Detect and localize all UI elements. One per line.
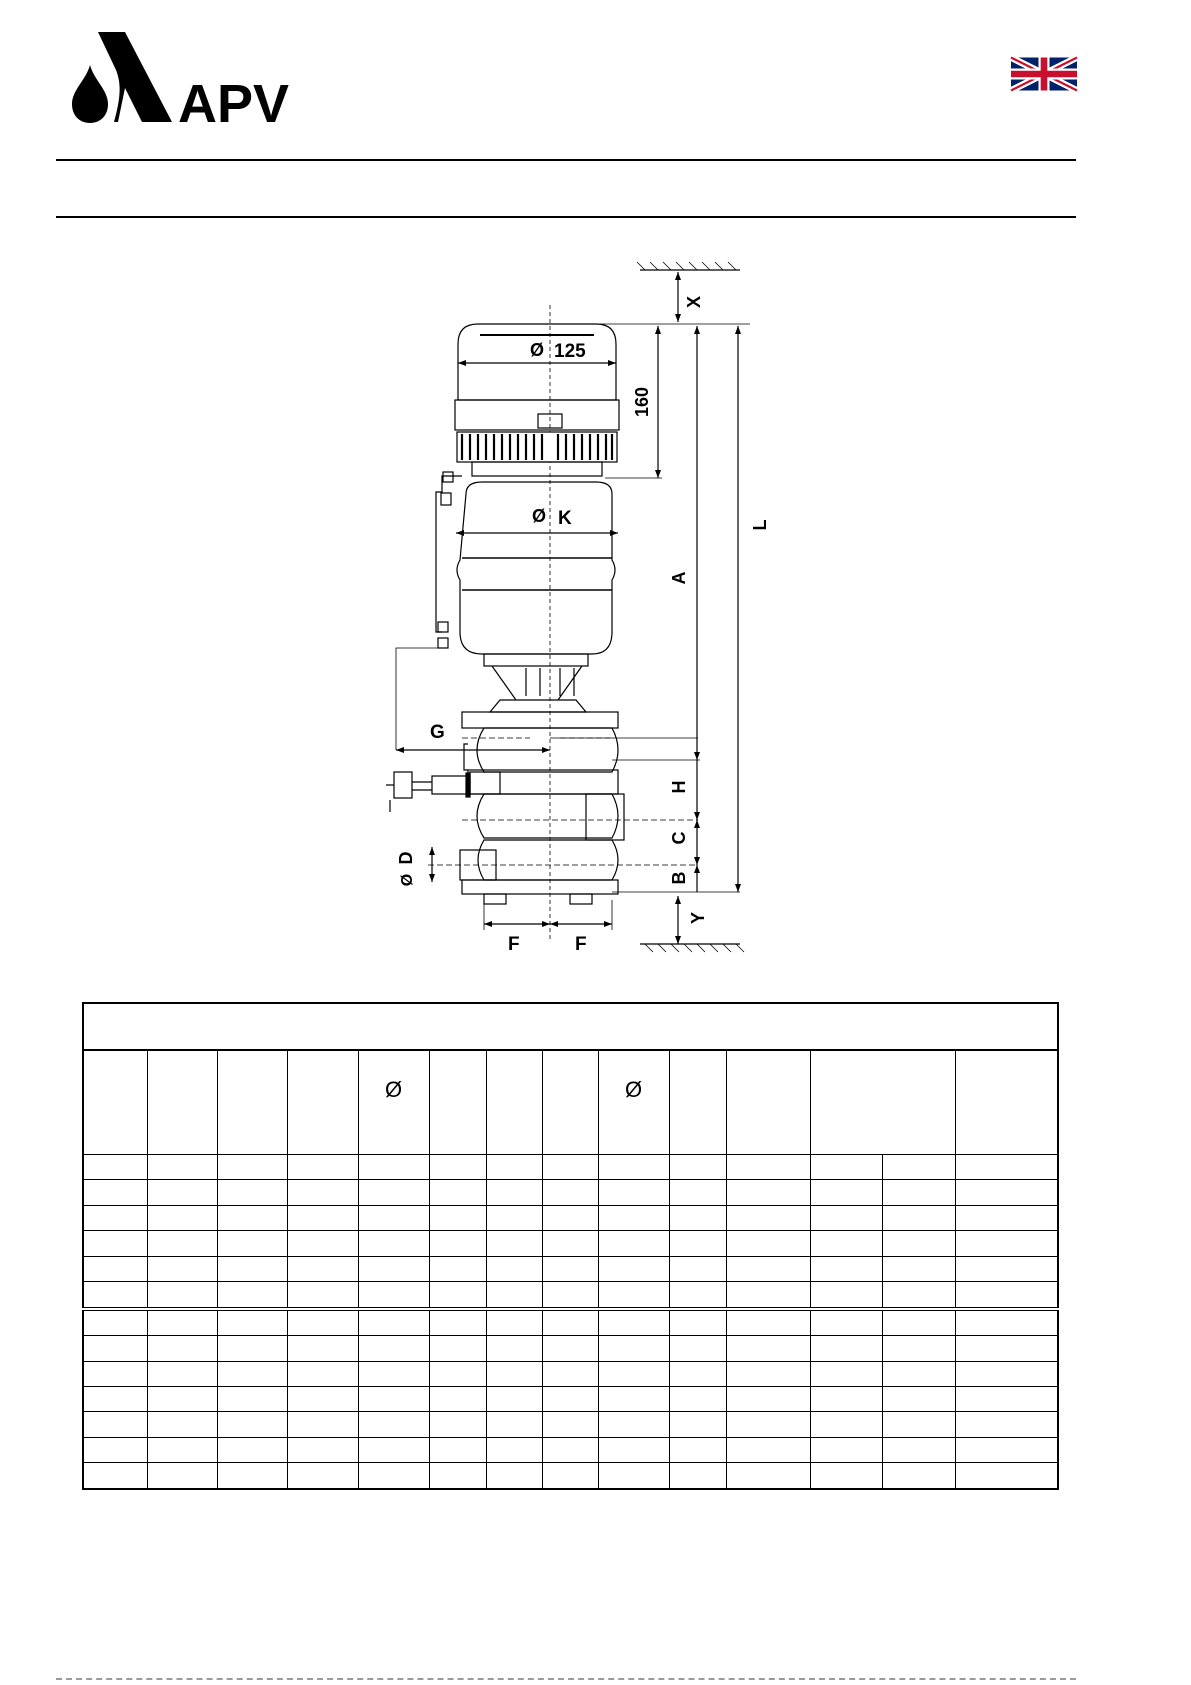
page-footer-strip [56,1678,1076,1684]
table-header-row [83,1050,1058,1155]
label-l: L [750,519,770,531]
valve-body-lower [477,794,618,838]
label-f-right: F [575,934,587,955]
valve-flange-top [462,712,618,728]
dimensions-table [82,1002,1059,1490]
table-title-row [83,1003,1058,1050]
table-row [83,1463,1058,1489]
label-c: C [669,831,689,845]
table-row [83,1231,1058,1256]
diameter-symbol-125: Ø [530,340,545,360]
label-y: Y [688,911,708,925]
table-row [83,1281,1058,1308]
label-125: 125 [554,341,586,362]
label-g: G [430,722,445,743]
label-x: X [684,295,704,309]
table-row [83,1309,1058,1336]
table-row [83,1412,1058,1437]
diameter-header-icon: Ø [624,1076,643,1102]
label-k: K [558,508,572,529]
label-a: A [669,571,689,585]
logo-mark-icon [98,32,172,122]
brand-name: APV [178,74,290,134]
label-h: H [669,780,689,794]
table-row [83,1154,1058,1179]
diameter-symbol-k: Ø [532,506,547,526]
header-rule-top [56,159,1076,161]
valve-technical-drawing [396,260,770,960]
diameter-symbol-d: Ø [399,873,416,887]
table-row [83,1386,1058,1411]
label-d: D [396,851,416,865]
valve-body-bottom [478,840,618,880]
table-row [83,1336,1058,1361]
label-f-left: F [508,934,520,955]
table-row [83,1256,1058,1281]
uk-flag-icon [1011,57,1077,91]
table-row [83,1437,1058,1462]
label-b: B [669,871,689,885]
apv-logo [70,30,360,134]
table-row [83,1180,1058,1205]
table-row [83,1205,1058,1230]
table-title [83,1003,1058,1050]
label-160: 160 [632,386,652,418]
header-rule-bottom [56,216,1076,218]
table-row [83,1361,1058,1386]
diameter-header-icon: Ø [384,1076,403,1102]
logo-drop-icon [72,65,108,123]
